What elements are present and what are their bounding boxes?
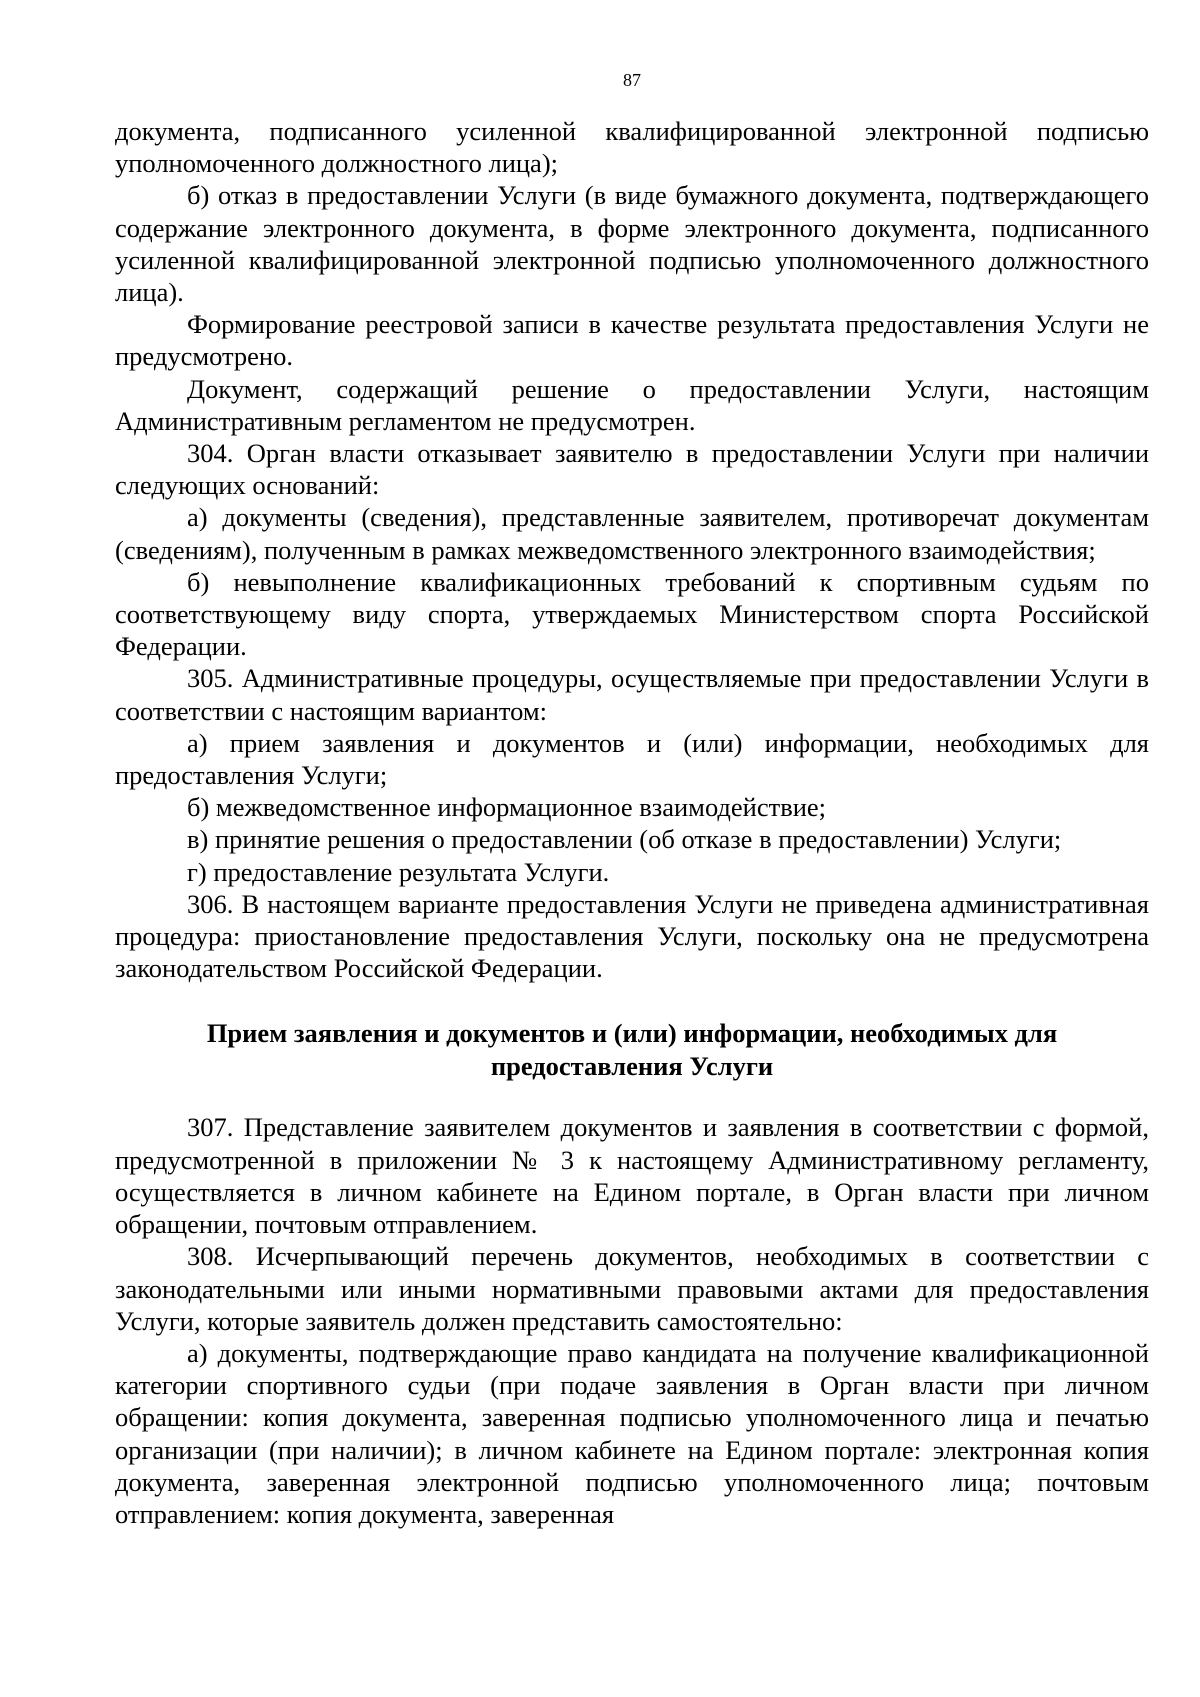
document-body [115,115,1149,1530]
paragraph-304-b: б) невыполнение квалификационных требований к спортивным судьям по соответствующему виду спорта, утверждаемых Министерством спорта Российской Федерации. [115,566,1149,662]
paragraph-304: 304. Орган власти отказывает заявителю в предоставлении Услуги при наличии следующих оснований: [115,438,1149,501]
paragraph-305-g: г) предоставление результата Услуги. [187,856,610,887]
paragraph-registry-record: Формирование реестровой записи в качестве результата предоставления Услуги не предусмотрено. [115,309,1149,372]
paragraph-306: 306. В настоящем варианте предоставления Услуги не приведена административная процедура: приостановление предоставления Услуги, поскольку она не предусмотрена законодательством Российской Федерации. [115,888,1149,984]
section-heading-line-2: предоставления Услуги [490,1051,774,1082]
section-heading-line-1: Прием заявления и документов и (или) информации, необходимых для [206,1018,1058,1049]
paragraph-305-v: в) принятие решения о предоставлении (об отказе в предоставлении) Услуги; [187,824,1062,855]
paragraph-305-b: б) межведомственное информационное взаимодействие; [187,792,827,823]
paragraph-308: 308. Исчерпывающий перечень документов, необходимых в соответствии с законодательными или иными нормативными правовыми актами для предоставления Услуги, которые заявитель должен представить самостоятельно: [115,1241,1149,1336]
paragraph-refusal-result: б) отказ в предоставлении Услуги (в виде бумажного документа, подтверждающего содержание электронного документа, в форме электронного документа, подписанного усиленной квалифицированной электронной подписью уполномоченного должностного лица). [115,180,1149,308]
paragraph-continuation: документа, подписанного усиленной квалифицированной электронной подписью уполномоченного должностного лица); [115,116,1149,179]
page-number: 87 [623,70,641,90]
paragraph-307: 307. Представление заявителем документов и заявления в соответствии с формой, предусмотренной в приложении № 3 к настоящему Административному регламенту, осуществляется в личном кабинете на Едином портале, в Орган власти при личном обращении, почтовым отправлением. [115,1112,1149,1240]
paragraph-decision-document: Документ, содержащий решение о предоставлении Услуги, настоящим Административным регламентом не предусмотрен. [115,373,1149,436]
paragraph-305: 305. Административные процедуры, осуществляемые при предоставлении Услуги в соответствии с настоящим вариантом: [115,663,1149,726]
paragraph-308-a: а) документы, подтверждающие право кандидата на получение квалификационной категории спортивного судьи (при подаче заявления в Орган власти при личном обращении: копия документа, заверенная подписью уполномоченного лица и печатью организации (при наличии); в личном кабинете на Едином портале: электронная копия документа, заверенная электронной подписью уполномоченного лица; почтовым отправлением: копия документа, заверенная [115,1337,1149,1529]
section-heading [115,1017,1149,1083]
paragraph-304-a: а) документы (сведения), представленные заявителем, противоречат документам (сведениям), полученным в рамках межведомственного электронного взаимодействия; [115,502,1149,565]
paragraph-305-a: а) прием заявления и документов и (или) информации, необходимых для предоставления Услуги; [115,727,1149,791]
